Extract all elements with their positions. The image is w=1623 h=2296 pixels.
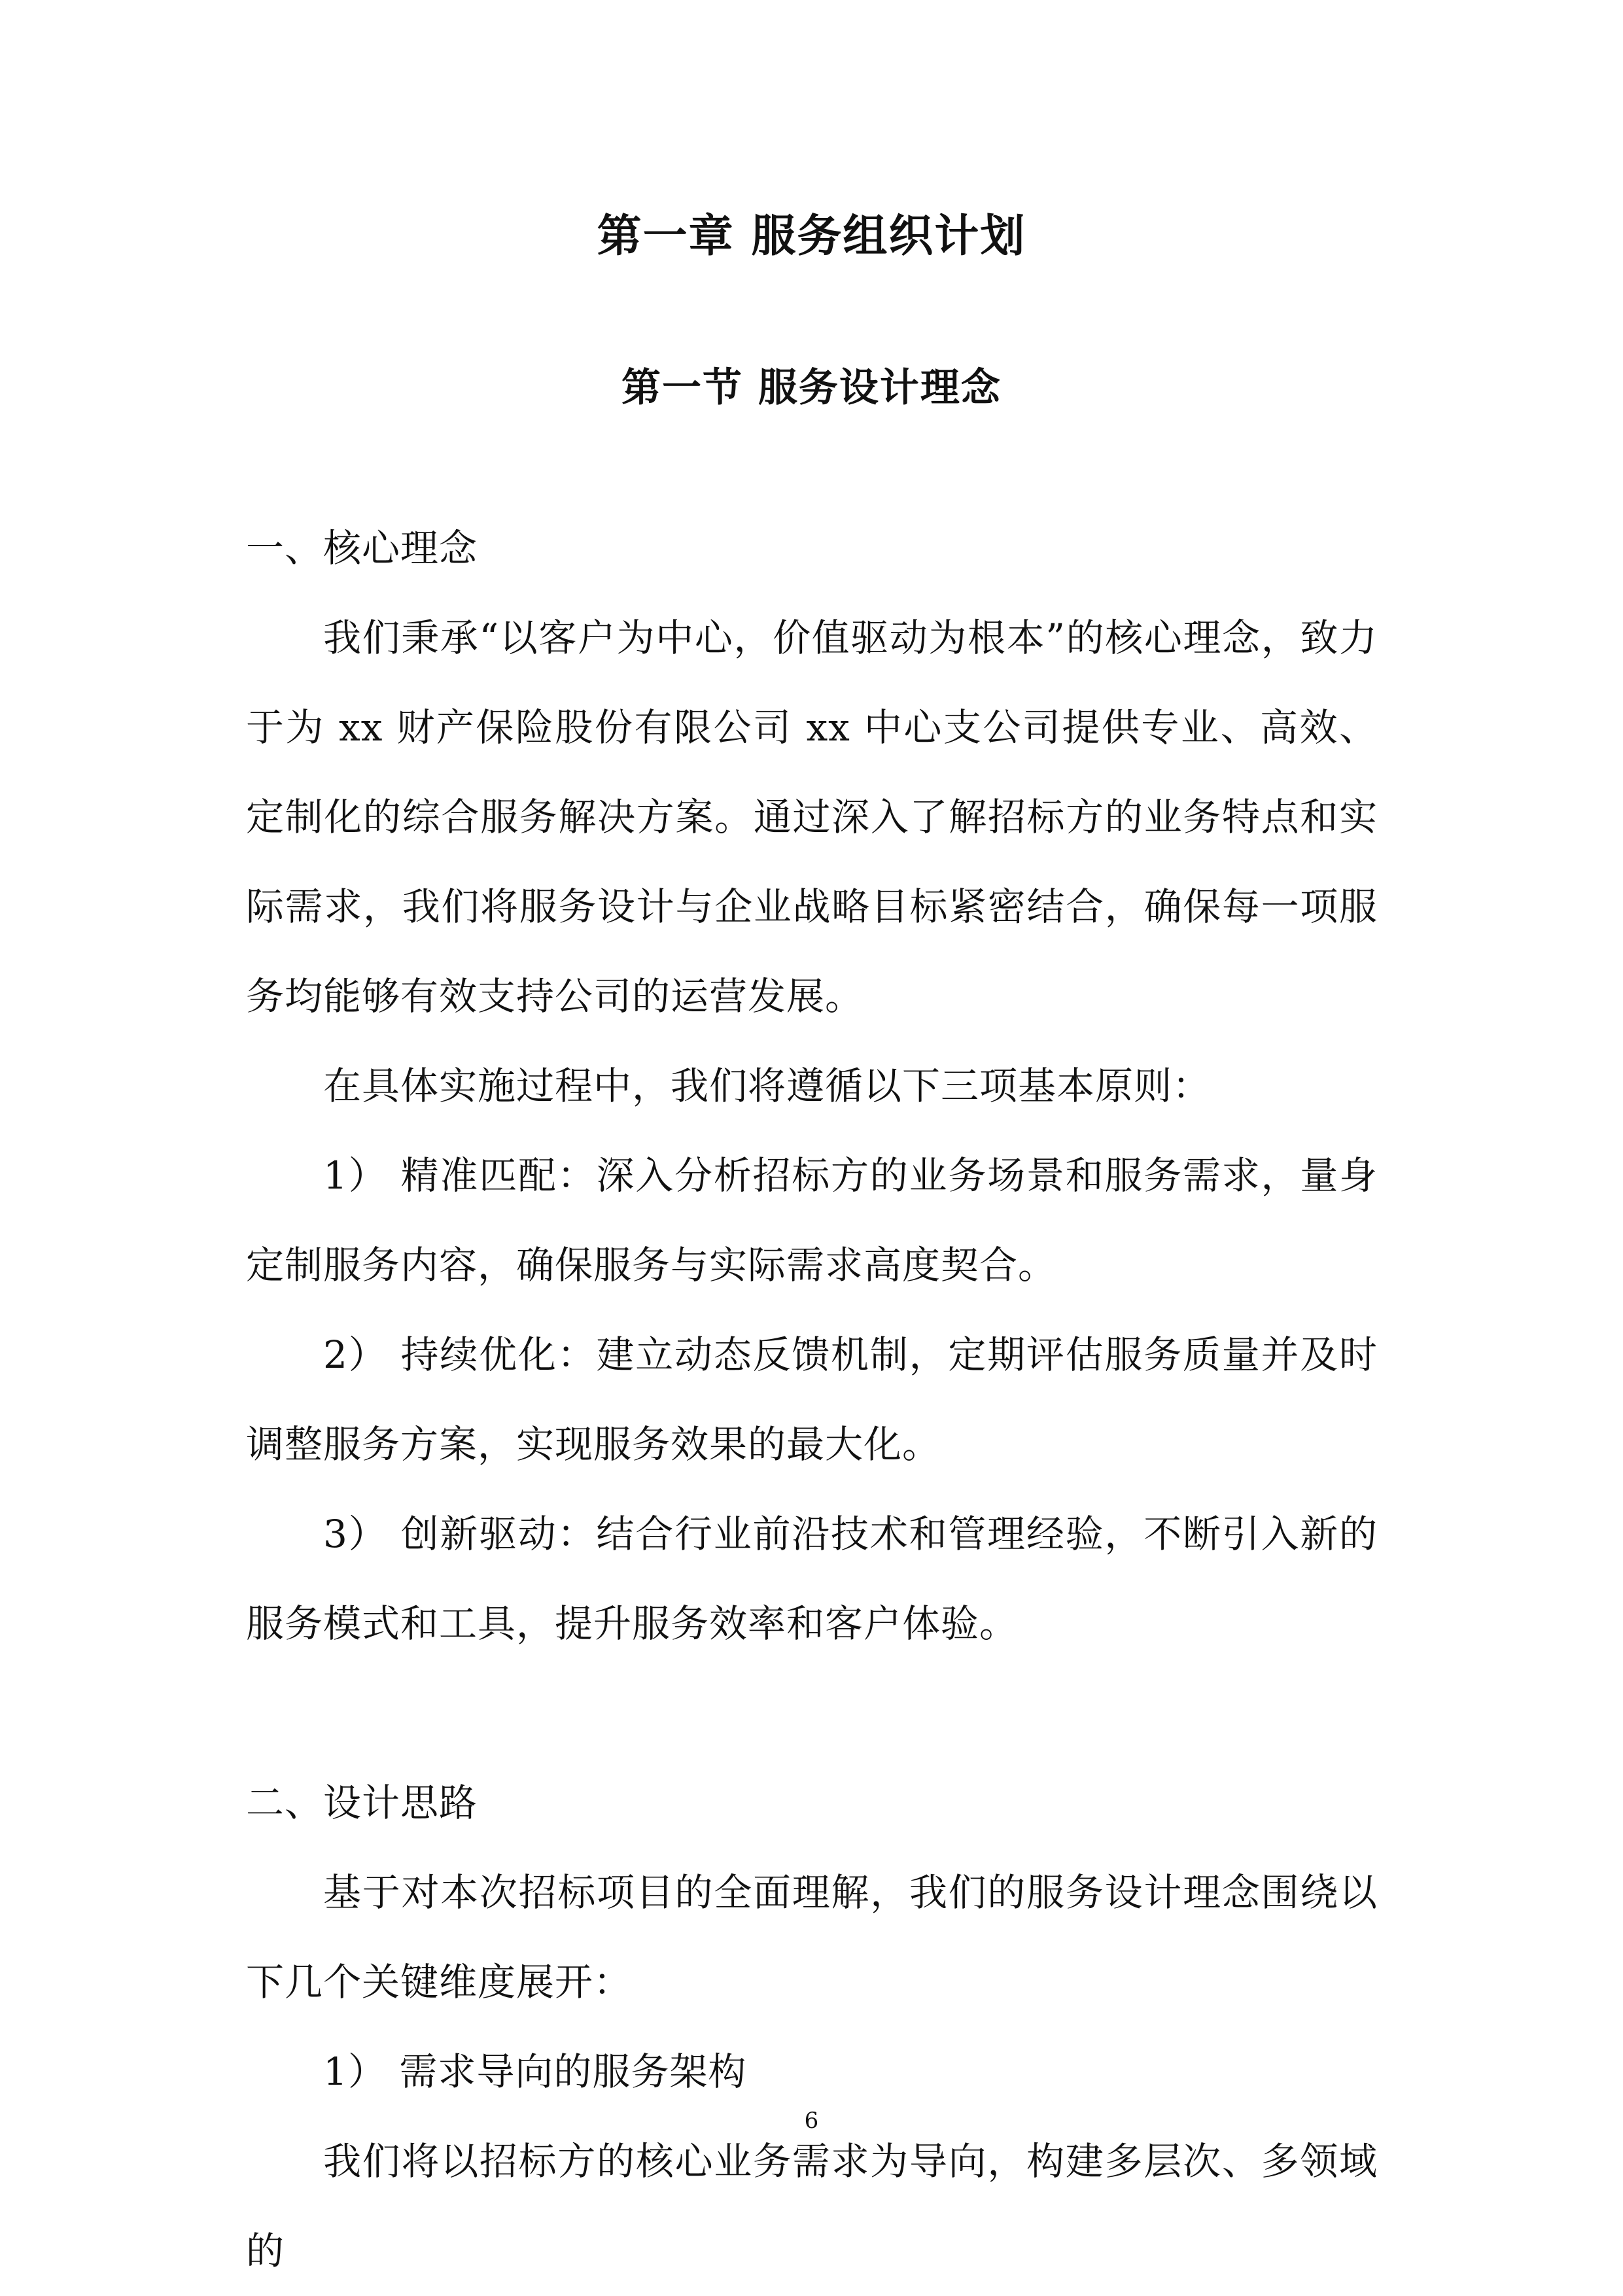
design-item-1: 1） 需求导向的服务架构 bbox=[323, 2049, 747, 2094]
part2-paragraph-1: 基于对本次招标项目的全面理解，我们的服务设计理念围绕以下几个关键维度展开： bbox=[246, 1870, 1378, 2004]
principle-item-3: 3） 创新驱动：结合行业前沿技术和管理经验，不断引入新的服务模式和工具，提升服务效率和客户体验。 bbox=[246, 1512, 1378, 1646]
part1-paragraph-2: 在具体实施过程中，我们将遵循以下三项基本原则： bbox=[323, 1064, 1212, 1108]
page-number: 6 bbox=[804, 2108, 819, 2134]
part1-heading: 一、核心理念 bbox=[246, 526, 478, 570]
section-title: 第一节 服务设计理念 bbox=[621, 365, 1002, 411]
principle-item-2: 2） 持续优化：建立动态反馈机制，定期评估服务质量并及时调整服务方案，实现服务效果的最大化。 bbox=[246, 1332, 1378, 1467]
part2-heading: 二、设计思路 bbox=[246, 1781, 478, 1825]
part1-paragraph-1: 我们秉承“以客户为中心，价值驱动为根本”的核心理念，致力于为 xx 财产保险股份有限公司 xx 中心支公司提供专业、高效、定制化的综合服务解决方案。通过深入了解招标方的业务特点和实际需求，我们将服务设计与企业战略目标紧密结合，确保每一项服务均能够有效支持公司的运营发展。 bbox=[246, 616, 1378, 1018]
part2-paragraph-2: 我们将以招标方的核心业务需求为导向，构建多层次、多领域的 bbox=[246, 2139, 1378, 2273]
section-spacer bbox=[246, 1669, 1378, 1758]
principle-item-1: 1） 精准匹配：深入分析招标方的业务场景和服务需求，量身定制服务内容，确保服务与实际需求高度契合。 bbox=[246, 1153, 1378, 1287]
document-body bbox=[246, 504, 1378, 2296]
chapter-title: 第一章 服务组织计划 bbox=[597, 211, 1026, 262]
